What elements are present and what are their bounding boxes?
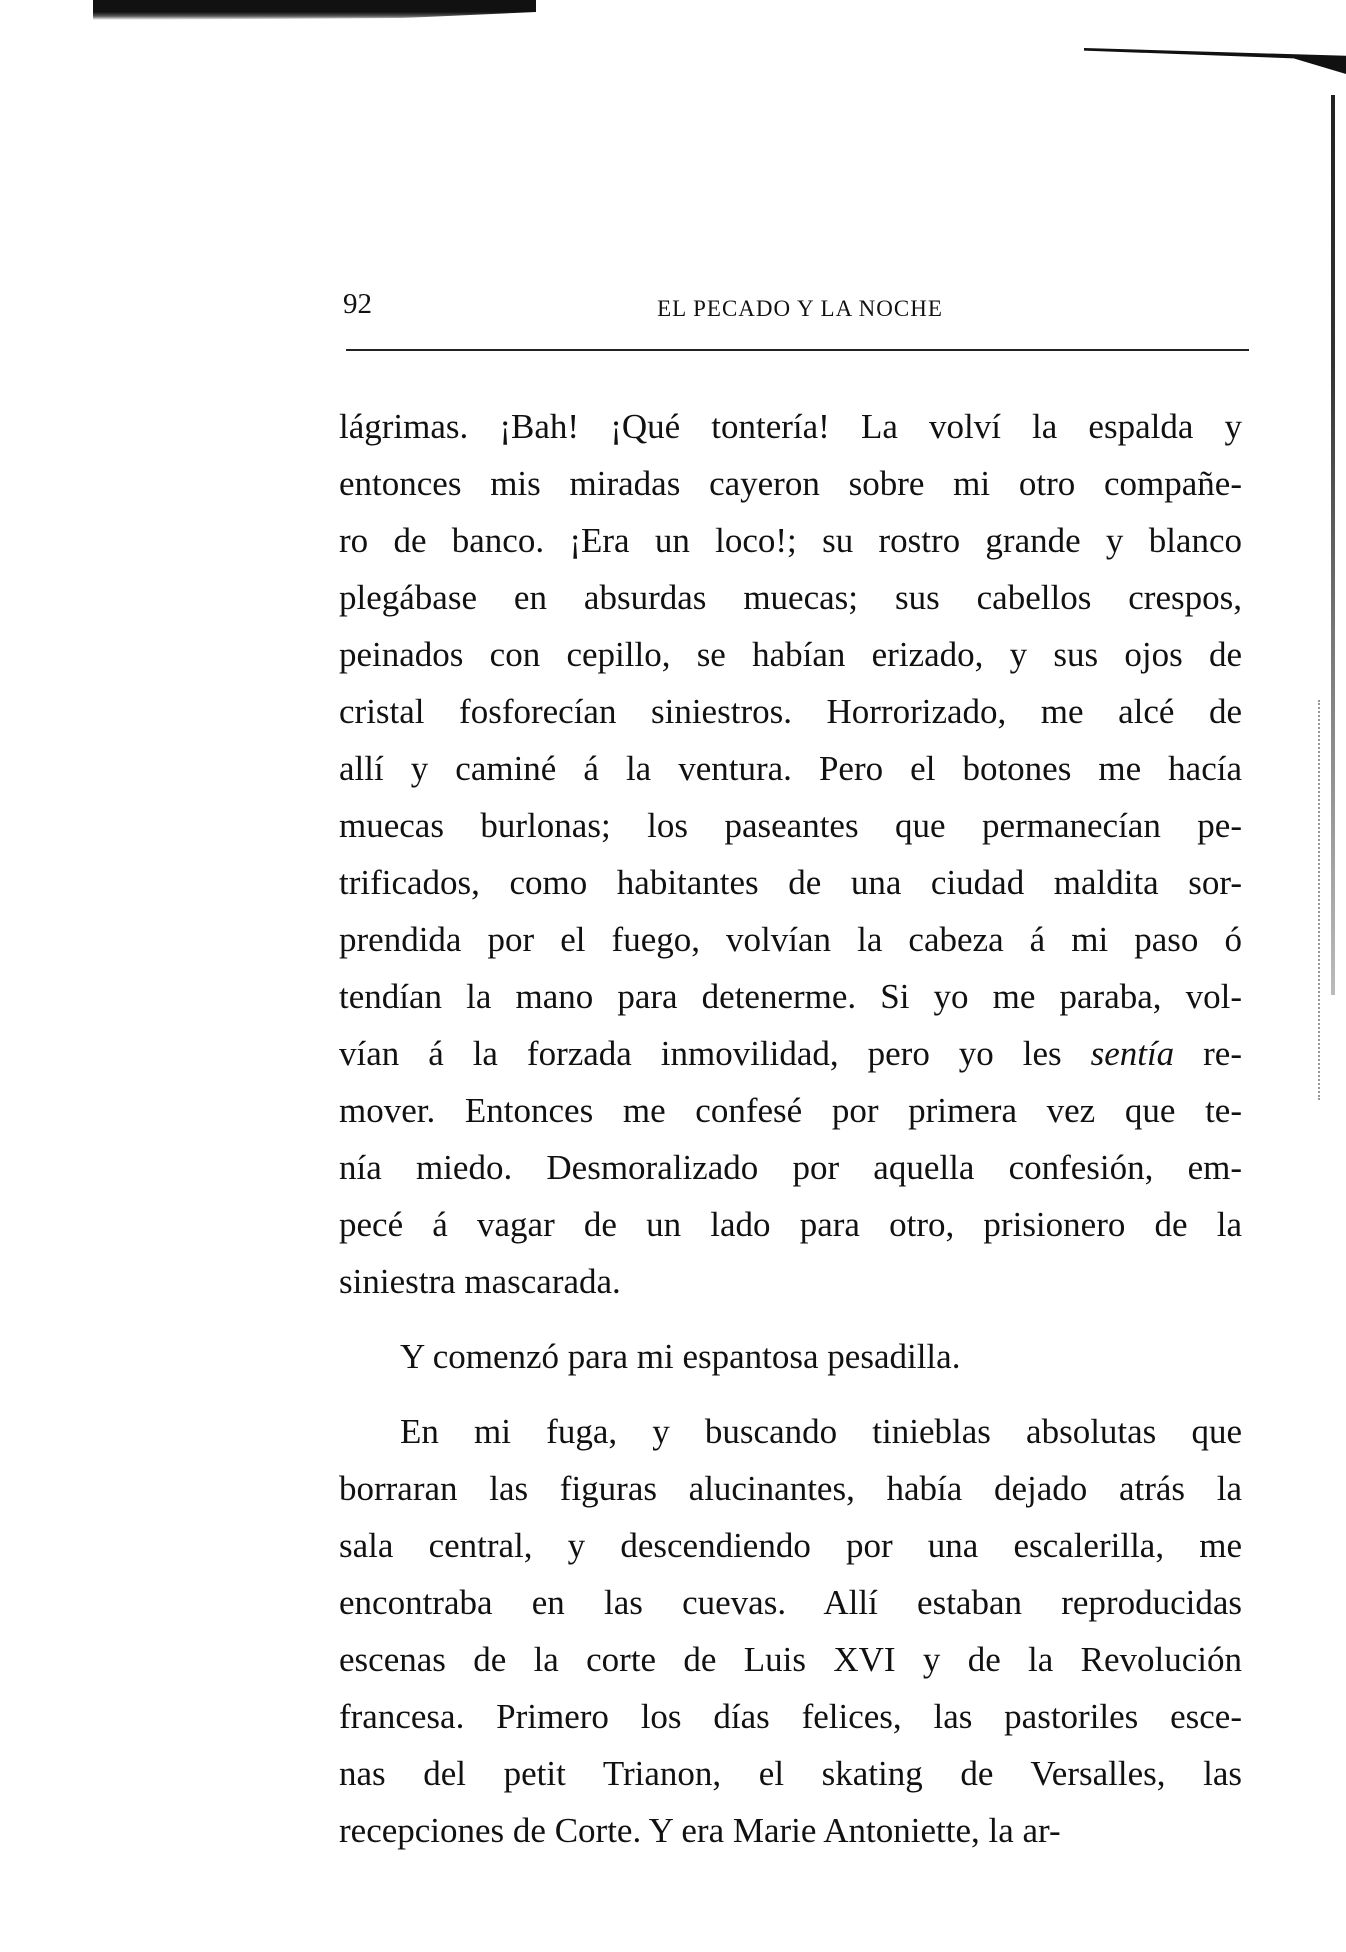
text-line: prendida por el fuego, volvían la cabeza á mi paso ó — [339, 920, 1242, 959]
text-line: nas del petit Trianon, el skating de Versalles, las — [339, 1754, 1242, 1793]
text-line: cristal fosforecían siniestros. Horrorizado, me alcé de — [339, 692, 1242, 731]
text-line: peinados con cepillo, se habían erizado, y sus ojos de — [339, 635, 1242, 674]
text-line: plegábase en absurdas muecas; sus cabellos crespos, — [339, 578, 1242, 617]
text-line: borraran las figuras alucinantes, había dejado atrás la — [339, 1469, 1242, 1508]
text-line: allí y caminé á la ventura. Pero el botones me hacía — [339, 749, 1242, 788]
text-line: En mi fuga, y buscando tinieblas absolutas que — [400, 1412, 1242, 1451]
running-title: EL PECADO Y LA NOCHE — [657, 296, 943, 321]
scan-edge-mark-top-right — [1084, 48, 1346, 74]
header-rule — [346, 349, 1249, 351]
text-segment: re- — [1174, 1034, 1242, 1073]
scan-page-edge-right — [1331, 95, 1335, 995]
paragraph — [339, 1403, 1242, 1859]
italic-word: sentía — [1090, 1034, 1175, 1073]
page-number: 92 — [343, 288, 372, 320]
body-text — [339, 398, 1242, 1859]
text-line: nía miedo. Desmoralizado por aquella confesión, em- — [339, 1148, 1242, 1187]
scan-edge-mark-top-left — [93, 0, 536, 20]
text-line: sala central, y descendiendo por una escalerilla, me — [339, 1526, 1242, 1565]
text-line: encontraba en las cuevas. Allí estaban reproducidas — [339, 1583, 1242, 1622]
text-line: recepciones de Corte. Y era Marie Antoniette, la ar- — [339, 1811, 1061, 1850]
text-line: tendían la mano para detenerme. Si yo me paraba, vol- — [339, 977, 1242, 1016]
text-line: mover. Entonces me confesé por primera vez que te- — [339, 1091, 1242, 1130]
paragraph — [339, 398, 1242, 1310]
text-line: pecé á vagar de un lado para otro, prisionero de la — [339, 1205, 1242, 1244]
text-line: trificados, como habitantes de una ciudad maldita sor- — [339, 863, 1242, 902]
text-line: muecas burlonas; los paseantes que permanecían pe- — [339, 806, 1242, 845]
text-line: ro de banco. ¡Era un loco!; su rostro grande y blanco — [339, 521, 1242, 560]
text-line: siniestra mascarada. — [339, 1262, 621, 1301]
paragraph-gap — [339, 1310, 1242, 1328]
text-line: escenas de la corte de Luis XVI y de la Revolución — [339, 1640, 1242, 1679]
text-line: entonces mis miradas cayeron sobre mi otro compañe- — [339, 464, 1242, 503]
scan-page-edge-shadow — [1318, 700, 1322, 1100]
text-line — [339, 1025, 1242, 1082]
paragraph — [339, 1328, 1242, 1385]
text-line: francesa. Primero los días felices, las pastoriles esce- — [339, 1697, 1242, 1736]
text-segment: vían á la forzada inmovilidad, pero yo les — [339, 1034, 1091, 1073]
paragraph-gap — [339, 1385, 1242, 1403]
text-line: lágrimas. ¡Bah! ¡Qué tontería! La volví la espalda y — [339, 407, 1242, 446]
text-line: Y comenzó para mi espantosa pesadilla. — [400, 1337, 961, 1376]
